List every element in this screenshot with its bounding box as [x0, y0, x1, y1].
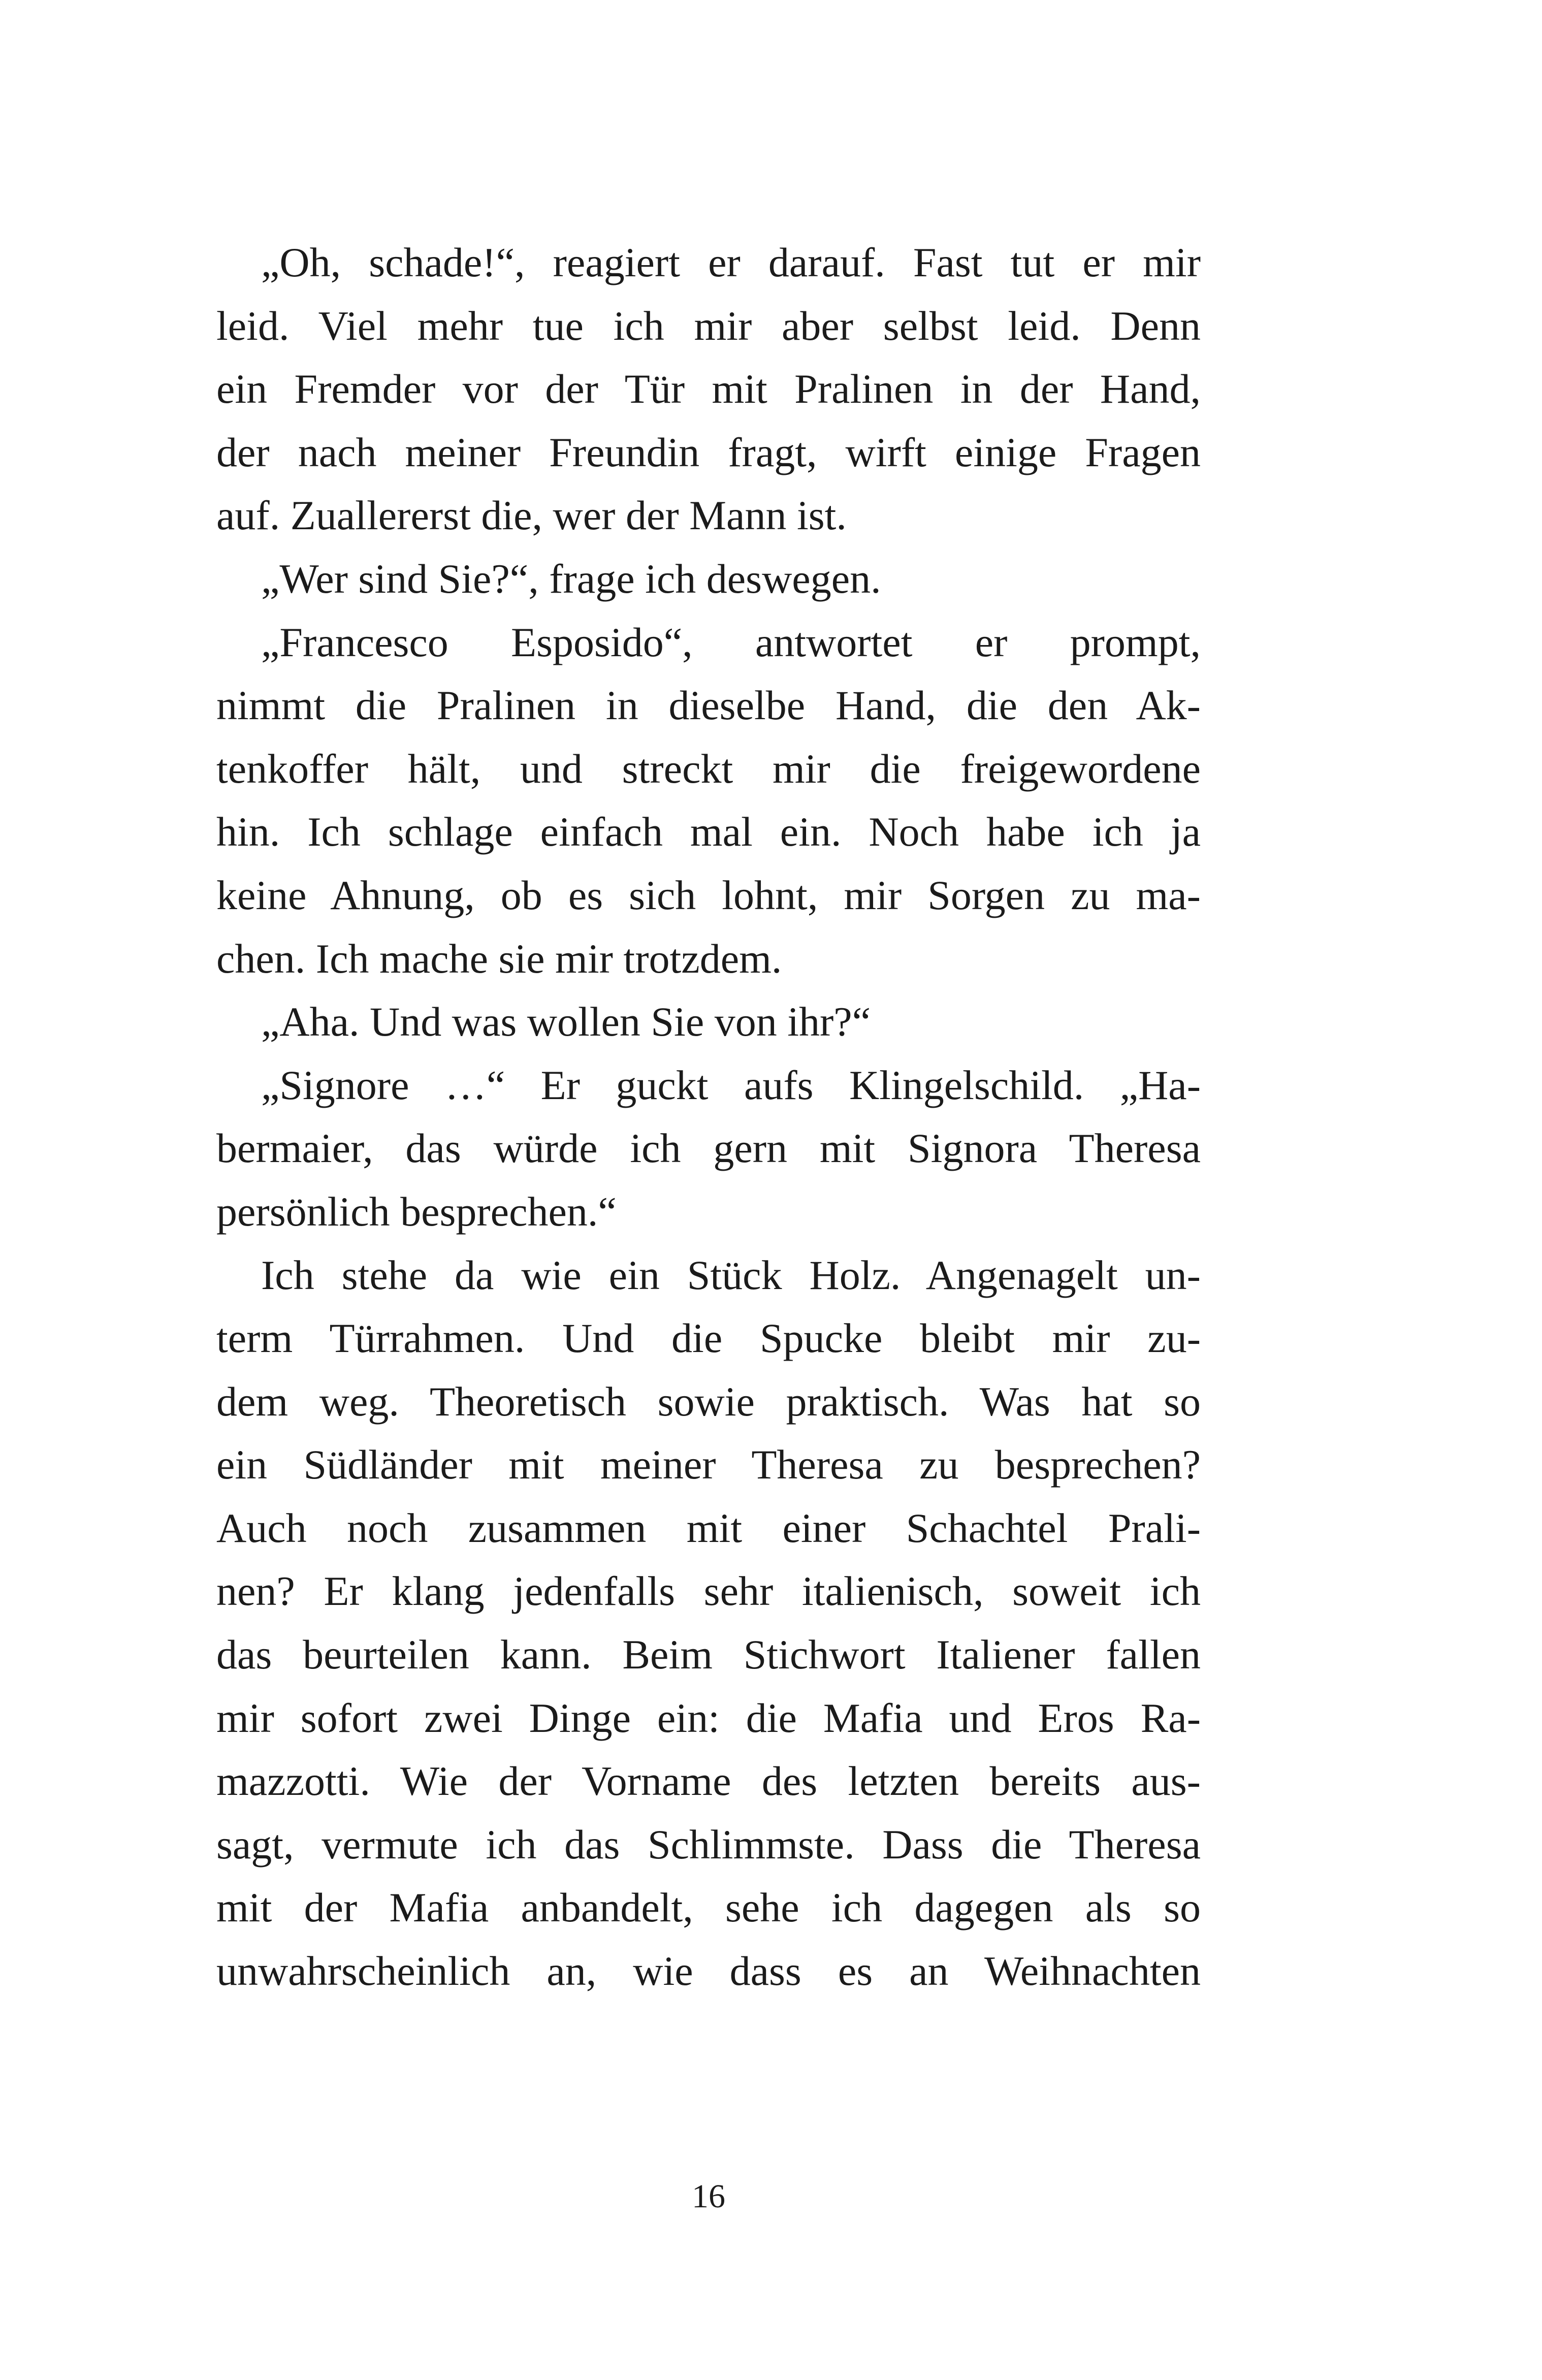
text-line: sagt, vermute ich das Schlimmste. Dass die Theresa	[216, 1821, 1201, 1868]
text-line: Auch noch zusammen mit einer Schachtel Prali-	[216, 1504, 1201, 1551]
text-line: leid. Viel mehr tue ich mir aber selbst leid. Denn	[216, 302, 1201, 349]
text-line: ein Südländer mit meiner Theresa zu besprechen?	[216, 1441, 1201, 1488]
text-line: der nach meiner Freundin fragt, wirft einige Fragen	[216, 429, 1201, 475]
text-line: „Francesco Esposido“, antwortet er prompt,	[261, 619, 1201, 665]
text-line: auf. Zuallererst die, wer der Mann ist.	[216, 492, 847, 539]
text-line: keine Ahnung, ob es sich lohnt, mir Sorgen zu ma-	[216, 872, 1201, 918]
text-line: mazzotti. Wie der Vorname des letzten bereits aus-	[216, 1758, 1201, 1805]
text-line: chen. Ich mache sie mir trotzdem.	[216, 935, 782, 982]
text-line: tenkoffer hält, und streckt mir die freigewordene	[216, 745, 1201, 792]
text-line: persönlich besprechen.“	[216, 1188, 617, 1235]
text-line: Ich stehe da wie ein Stück Holz. Angenagelt un-	[261, 1251, 1201, 1298]
text-line: „Wer sind Sie?“, frage ich deswegen.	[261, 555, 881, 602]
text-line: „Aha. Und was wollen Sie von ihr?“	[261, 999, 871, 1045]
text-line: hin. Ich schlage einfach mal ein. Noch habe ich ja	[216, 809, 1201, 855]
page-number: 16	[692, 2178, 725, 2215]
text-line: nen? Er klang jedenfalls sehr italienisch, soweit ich	[216, 1568, 1201, 1615]
text-line: ein Fremder vor der Tür mit Pralinen in der Hand,	[216, 366, 1201, 412]
text-line: das beurteilen kann. Beim Stichwort Italiener fallen	[216, 1631, 1201, 1678]
text-line: „Oh, schade!“, reagiert er darauf. Fast tut er mir	[261, 239, 1201, 285]
text-line: mit der Mafia anbandelt, sehe ich dagegen als so	[216, 1884, 1201, 1931]
text-line: mir sofort zwei Dinge ein: die Mafia und Eros Ra-	[216, 1694, 1201, 1741]
body-text	[216, 231, 1201, 2003]
text-line: bermaier, das würde ich gern mit Signora Theresa	[216, 1125, 1201, 1172]
text-line: nimmt die Pralinen in dieselbe Hand, die den Ak-	[216, 682, 1201, 729]
text-line: term Türrahmen. Und die Spucke bleibt mir zu-	[216, 1315, 1201, 1362]
text-line: dem weg. Theoretisch sowie praktisch. Was hat so	[216, 1378, 1201, 1425]
text-line: „Signore …“ Er guckt aufs Klingelschild. „Ha-	[261, 1062, 1201, 1108]
text-line: unwahrscheinlich an, wie dass es an Weihnachten	[216, 1948, 1201, 1995]
